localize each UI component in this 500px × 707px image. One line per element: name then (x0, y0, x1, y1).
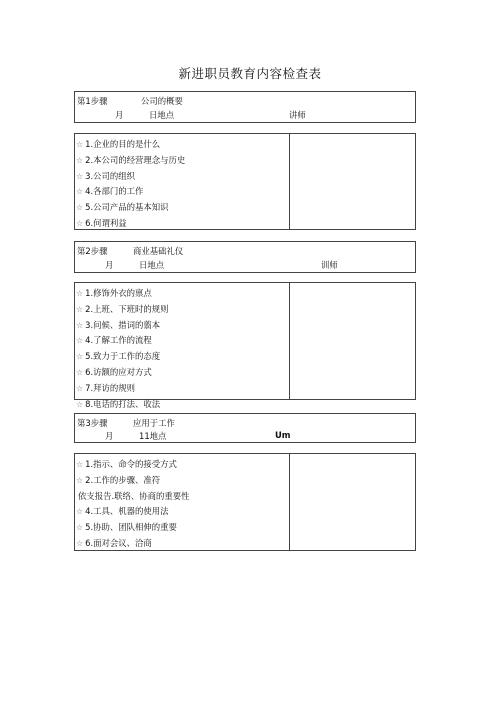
list-item: ☆ 2.上班、下班时的规则 (76, 303, 169, 314)
checklist (76, 137, 185, 232)
step-topic: 商业基础礼仪 (133, 246, 184, 256)
list-item: ☆ 4.各部门的工作 (76, 186, 144, 197)
list-item: ☆ 1.修饰外衣的禀点 (76, 288, 152, 298)
lecturer-label: Um (275, 430, 291, 440)
star-icon: ☆ (76, 203, 84, 213)
list-item: ☆ 6.面对会议、洽商 (76, 537, 152, 548)
lecturer-label: 讲师 (289, 110, 306, 120)
step-topic: 公司的概要 (141, 96, 183, 106)
list-item: ☆ 6.访额的应对方式 (76, 366, 152, 377)
lecturer-label: 训师 (321, 260, 338, 270)
step-label: 第1步骤 (77, 96, 108, 106)
star-icon: ☆ (76, 155, 84, 165)
step-3-header (74, 413, 416, 443)
star-icon: ☆ (76, 171, 84, 181)
list-item: ☆ 1.指示、命令的接受方式 (76, 459, 177, 469)
step-topic: 应用于工作 (133, 418, 175, 428)
star-icon: ☆ (76, 399, 84, 409)
day-place-label: 日地点 (149, 110, 175, 120)
star-icon: ☆ (76, 352, 84, 362)
step-1-checklist (74, 133, 416, 230)
star-icon: ☆ (76, 289, 84, 298)
list-item: ☆ 1.企业的目的是什么 (76, 139, 161, 149)
step-1-header (74, 91, 416, 123)
list-item: ☆ 3.公司的组织 (76, 170, 136, 181)
star-icon: ☆ (76, 320, 84, 330)
column-divider (289, 454, 290, 550)
column-divider (289, 283, 290, 399)
list-item: ☆ 4.工具、机器的使用法 (76, 506, 169, 517)
month-label: 月 (105, 260, 114, 270)
star-icon: ☆ (76, 218, 84, 228)
list-item: ☆ 5.公司产品的基本知识 (76, 202, 169, 213)
list-item: ☆ 2.本公司的经营理念与历史 (76, 154, 186, 165)
step-label: 第2步骤 (77, 246, 108, 256)
star-icon: ☆ (76, 475, 84, 485)
page-title: 新进职员教育内容检查表 (178, 66, 322, 81)
list-item: ☆ 7.拜访的规则 (76, 382, 136, 393)
star-icon: ☆ (76, 336, 84, 346)
step-3-checklist (74, 453, 416, 551)
star-icon: ☆ (76, 523, 84, 533)
day-place-label: 11地点 (139, 431, 167, 441)
month-label: 月 (115, 110, 124, 120)
list-item: ☆ 5.协助、团队相伸的重要 (76, 522, 177, 533)
step-label: 第3步骤 (77, 418, 108, 428)
star-icon: ☆ (76, 187, 84, 197)
list-item: 依支报告.联络、协商的重要性 (78, 490, 190, 501)
star-icon: ☆ (76, 367, 84, 377)
step-2-header (74, 241, 416, 273)
list-item: ☆ 5.致力于工作的态度 (76, 351, 161, 362)
checklist (76, 286, 169, 412)
day-place-label: 日地点 (139, 260, 165, 270)
star-icon: ☆ (76, 460, 84, 469)
star-icon: ☆ (76, 304, 84, 314)
star-icon: ☆ (76, 507, 84, 517)
list-item: ☆ 2.工作的步骤、准符 (76, 474, 161, 485)
column-divider (289, 134, 290, 229)
list-item: ☆ 6.何谓利益 (76, 217, 127, 228)
list-item: ☆ 8.电话的打法、收法 (76, 398, 161, 409)
month-label: 月 (105, 431, 114, 441)
star-icon: ☆ (76, 538, 84, 548)
list-item: ☆ 4.了解工作的流程 (76, 335, 152, 346)
list-item: ☆ 3.问候、措词的翦本 (76, 319, 161, 330)
star-icon: ☆ (76, 140, 84, 149)
star-icon: ☆ (76, 383, 84, 393)
step-2-checklist (74, 282, 416, 409)
checklist (76, 457, 190, 552)
